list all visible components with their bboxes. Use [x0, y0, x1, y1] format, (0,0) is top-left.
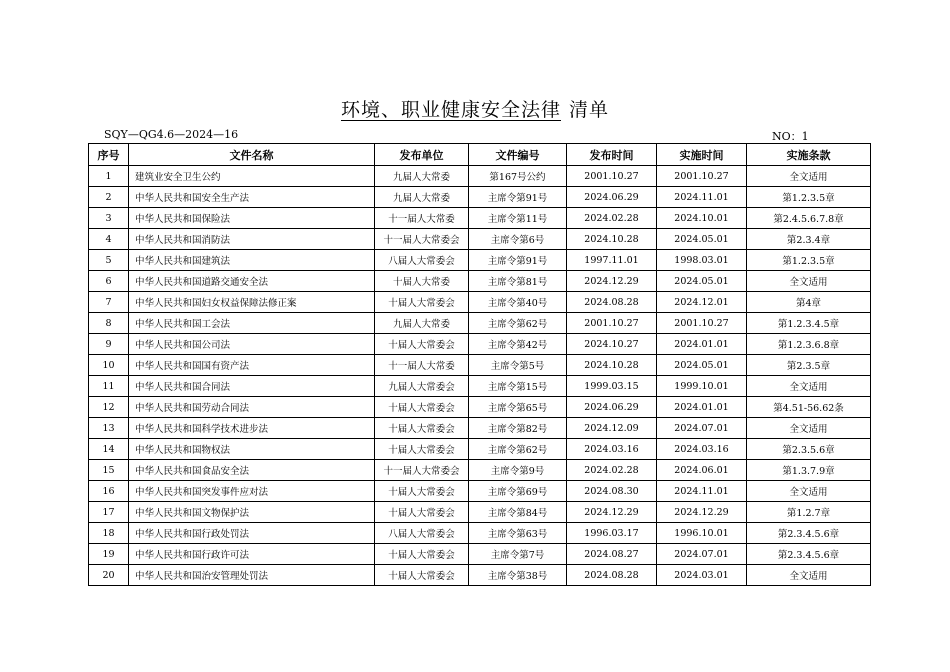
- cell-serial: 14: [89, 439, 129, 460]
- cell-issuer: 十届人大常委会: [375, 544, 469, 565]
- cell-issuer: 十一届人大常委会: [375, 460, 469, 481]
- cell-serial: 13: [89, 418, 129, 439]
- cell-issue-date: 2024.08.30: [567, 481, 657, 502]
- cell-serial: 11: [89, 376, 129, 397]
- cell-effective-date: 2024.01.01: [657, 397, 747, 418]
- cell-clauses: 第2.3.5章: [747, 355, 871, 376]
- cell-file-number: 主席令第91号: [469, 187, 567, 208]
- cell-serial: 10: [89, 355, 129, 376]
- cell-file-name: 建筑业安全卫生公约: [129, 166, 375, 187]
- cell-effective-date: 2024.12.01: [657, 292, 747, 313]
- cell-issue-date: 2024.06.29: [567, 187, 657, 208]
- cell-serial: 9: [89, 334, 129, 355]
- cell-issue-date: 2024.12.29: [567, 271, 657, 292]
- cell-file-name: 中华人民共和国国有资产法: [129, 355, 375, 376]
- table-row: [89, 208, 871, 229]
- cell-serial: 12: [89, 397, 129, 418]
- cell-file-number: 主席令第82号: [469, 418, 567, 439]
- table-row: [89, 250, 871, 271]
- cell-effective-date: 2024.10.01: [657, 208, 747, 229]
- cell-serial: 6: [89, 271, 129, 292]
- cell-issue-date: 2024.02.28: [567, 460, 657, 481]
- table-body: [89, 166, 871, 586]
- cell-file-name: 中华人民共和国安全生产法: [129, 187, 375, 208]
- cell-serial: 7: [89, 292, 129, 313]
- cell-issue-date: 2024.08.28: [567, 292, 657, 313]
- header-issuer: 发布单位: [375, 144, 469, 166]
- cell-issue-date: 1996.03.17: [567, 523, 657, 544]
- cell-issuer: 十届人大常委会: [375, 439, 469, 460]
- cell-file-number: 主席令第9号: [469, 460, 567, 481]
- cell-serial: 8: [89, 313, 129, 334]
- table-row: [89, 313, 871, 334]
- cell-clauses: 第1.3.7.9章: [747, 460, 871, 481]
- cell-file-number: 主席令第11号: [469, 208, 567, 229]
- cell-effective-date: 2024.11.01: [657, 481, 747, 502]
- cell-issuer: 九届人大常委会: [375, 376, 469, 397]
- cell-file-number: 主席令第7号: [469, 544, 567, 565]
- cell-effective-date: 2024.03.01: [657, 565, 747, 586]
- cell-issuer: 九届人大常委: [375, 187, 469, 208]
- cell-effective-date: 2024.12.29: [657, 502, 747, 523]
- cell-issue-date: 2024.10.27: [567, 334, 657, 355]
- cell-issuer: 八届人大常委会: [375, 523, 469, 544]
- cell-issuer: 十届人大常委会: [375, 334, 469, 355]
- cell-issuer: 十届人大常委会: [375, 292, 469, 313]
- cell-clauses: 全文适用: [747, 418, 871, 439]
- table-row: [89, 334, 871, 355]
- cell-effective-date: 2024.05.01: [657, 271, 747, 292]
- cell-effective-date: 2024.05.01: [657, 229, 747, 250]
- header-issue-date: 发布时间: [567, 144, 657, 166]
- cell-file-name: 中华人民共和国突发事件应对法: [129, 481, 375, 502]
- page-number: NO：1: [772, 130, 809, 143]
- cell-issue-date: 2024.10.28: [567, 229, 657, 250]
- cell-issuer: 十届人大常委: [375, 271, 469, 292]
- cell-issue-date: 2001.10.27: [567, 166, 657, 187]
- cell-clauses: 全文适用: [747, 565, 871, 586]
- header-file-number: 文件编号: [469, 144, 567, 166]
- cell-clauses: 第4.51-56.62条: [747, 397, 871, 418]
- table-row: [89, 418, 871, 439]
- cell-file-number: 主席令第5号: [469, 355, 567, 376]
- cell-effective-date: 1999.10.01: [657, 376, 747, 397]
- table-row: [89, 523, 871, 544]
- cell-file-name: 中华人民共和国文物保护法: [129, 502, 375, 523]
- cell-issue-date: 1999.03.15: [567, 376, 657, 397]
- cell-clauses: 全文适用: [747, 376, 871, 397]
- cell-file-number: 主席令第62号: [469, 439, 567, 460]
- header-effective-date: 实施时间: [657, 144, 747, 166]
- cell-clauses: 第2.3.4.5.6章: [747, 523, 871, 544]
- cell-file-name: 中华人民共和国建筑法: [129, 250, 375, 271]
- cell-clauses: 第1.2.3.4.5章: [747, 313, 871, 334]
- cell-serial: 15: [89, 460, 129, 481]
- cell-issuer: 十届人大常委会: [375, 397, 469, 418]
- cell-file-name: 中华人民共和国行政许可法: [129, 544, 375, 565]
- cell-effective-date: 1996.10.01: [657, 523, 747, 544]
- cell-issue-date: 2024.12.29: [567, 502, 657, 523]
- cell-serial: 1: [89, 166, 129, 187]
- cell-file-name: 中华人民共和国道路交通安全法: [129, 271, 375, 292]
- law-list-table: [88, 143, 871, 586]
- cell-effective-date: 2024.06.01: [657, 460, 747, 481]
- table-row: [89, 439, 871, 460]
- cell-file-name: 中华人民共和国合同法: [129, 376, 375, 397]
- cell-serial: 17: [89, 502, 129, 523]
- table-row: [89, 271, 871, 292]
- header-clauses: 实施条款: [747, 144, 871, 166]
- cell-issuer: 九届人大常委: [375, 166, 469, 187]
- cell-file-name: 中华人民共和国消防法: [129, 229, 375, 250]
- cell-file-number: 主席令第6号: [469, 229, 567, 250]
- cell-effective-date: 2024.05.01: [657, 355, 747, 376]
- cell-file-number: 主席令第91号: [469, 250, 567, 271]
- cell-effective-date: 2024.11.01: [657, 187, 747, 208]
- cell-clauses: 全文适用: [747, 481, 871, 502]
- cell-effective-date: 2001.10.27: [657, 313, 747, 334]
- table-row: [89, 376, 871, 397]
- cell-file-number: 主席令第38号: [469, 565, 567, 586]
- cell-file-number: 主席令第65号: [469, 397, 567, 418]
- cell-issue-date: 1997.11.01: [567, 250, 657, 271]
- cell-issue-date: 2024.06.29: [567, 397, 657, 418]
- cell-file-name: 中华人民共和国保险法: [129, 208, 375, 229]
- cell-issue-date: 2024.12.09: [567, 418, 657, 439]
- cell-clauses: 第1.2.3.5章: [747, 250, 871, 271]
- cell-file-number: 主席令第69号: [469, 481, 567, 502]
- cell-file-name: 中华人民共和国物权法: [129, 439, 375, 460]
- cell-clauses: 第2.3.4.5.6章: [747, 544, 871, 565]
- cell-file-number: 主席令第15号: [469, 376, 567, 397]
- cell-issuer: 十一届人大常委会: [375, 229, 469, 250]
- cell-file-name: 中华人民共和国劳动合同法: [129, 397, 375, 418]
- cell-file-number: 主席令第40号: [469, 292, 567, 313]
- cell-clauses: 第1.2.3.5章: [747, 187, 871, 208]
- cell-issue-date: 2001.10.27: [567, 313, 657, 334]
- cell-file-name: 中华人民共和国公司法: [129, 334, 375, 355]
- cell-serial: 3: [89, 208, 129, 229]
- table-row: [89, 229, 871, 250]
- cell-serial: 19: [89, 544, 129, 565]
- table-row: [89, 460, 871, 481]
- table-row: [89, 502, 871, 523]
- cell-serial: 2: [89, 187, 129, 208]
- cell-clauses: 第1.2.3.6.8章: [747, 334, 871, 355]
- cell-clauses: 第1.2.7章: [747, 502, 871, 523]
- header-file-name: 文件名称: [129, 144, 375, 166]
- cell-effective-date: 2024.03.16: [657, 439, 747, 460]
- table-row: [89, 292, 871, 313]
- cell-clauses: 第4章: [747, 292, 871, 313]
- cell-effective-date: 2024.01.01: [657, 334, 747, 355]
- cell-issuer: 十届人大常委会: [375, 565, 469, 586]
- table-header-row: [89, 144, 871, 166]
- document-number: SQY—QG4.6—2024—16: [104, 128, 239, 141]
- cell-file-number: 主席令第81号: [469, 271, 567, 292]
- cell-effective-date: 2024.07.01: [657, 544, 747, 565]
- cell-serial: 4: [89, 229, 129, 250]
- cell-serial: 5: [89, 250, 129, 271]
- cell-file-name: 中华人民共和国科学技术进步法: [129, 418, 375, 439]
- table-row: [89, 397, 871, 418]
- table-row: [89, 166, 871, 187]
- page-title: [0, 95, 950, 122]
- cell-issue-date: 2024.03.16: [567, 439, 657, 460]
- header-serial: 序号: [89, 144, 129, 166]
- cell-file-number: 主席令第63号: [469, 523, 567, 544]
- cell-file-number: 主席令第62号: [469, 313, 567, 334]
- cell-clauses: 第2.3.4章: [747, 229, 871, 250]
- cell-effective-date: 1998.03.01: [657, 250, 747, 271]
- cell-issuer: 十届人大常委会: [375, 418, 469, 439]
- cell-file-number: 主席令第42号: [469, 334, 567, 355]
- cell-serial: 20: [89, 565, 129, 586]
- table-row: [89, 355, 871, 376]
- table-row: [89, 481, 871, 502]
- cell-file-name: 中华人民共和国行政处罚法: [129, 523, 375, 544]
- table-row: [89, 544, 871, 565]
- cell-issuer: 十届人大常委会: [375, 481, 469, 502]
- cell-issuer: 八届人大常委会: [375, 250, 469, 271]
- cell-issuer: 九届人大常委: [375, 313, 469, 334]
- cell-effective-date: 2024.07.01: [657, 418, 747, 439]
- cell-clauses: 第2.3.5.6章: [747, 439, 871, 460]
- cell-issue-date: 2024.08.27: [567, 544, 657, 565]
- cell-clauses: 全文适用: [747, 166, 871, 187]
- table-row: [89, 565, 871, 586]
- cell-effective-date: 2001.10.27: [657, 166, 747, 187]
- cell-file-name: 中华人民共和国食品安全法: [129, 460, 375, 481]
- cell-issuer: 十一届人大常委: [375, 208, 469, 229]
- cell-clauses: 第2.4.5.6.7.8章: [747, 208, 871, 229]
- title-suffix: 清单: [569, 99, 610, 121]
- cell-clauses: 全文适用: [747, 271, 871, 292]
- cell-issue-date: 2024.10.28: [567, 355, 657, 376]
- cell-file-number: 主席令第84号: [469, 502, 567, 523]
- cell-issuer: 十一届人大常委: [375, 355, 469, 376]
- cell-serial: 16: [89, 481, 129, 502]
- cell-serial: 18: [89, 523, 129, 544]
- cell-file-name: 中华人民共和国治安管理处罚法: [129, 565, 375, 586]
- cell-issuer: 十届人大常委会: [375, 502, 469, 523]
- table-row: [89, 187, 871, 208]
- cell-file-number: 第167号公约: [469, 166, 567, 187]
- title-main: 环境、职业健康安全法律: [340, 99, 561, 121]
- cell-issue-date: 2024.08.28: [567, 565, 657, 586]
- cell-file-name: 中华人民共和国妇女权益保障法修正案: [129, 292, 375, 313]
- cell-file-name: 中华人民共和国工会法: [129, 313, 375, 334]
- cell-issue-date: 2024.02.28: [567, 208, 657, 229]
